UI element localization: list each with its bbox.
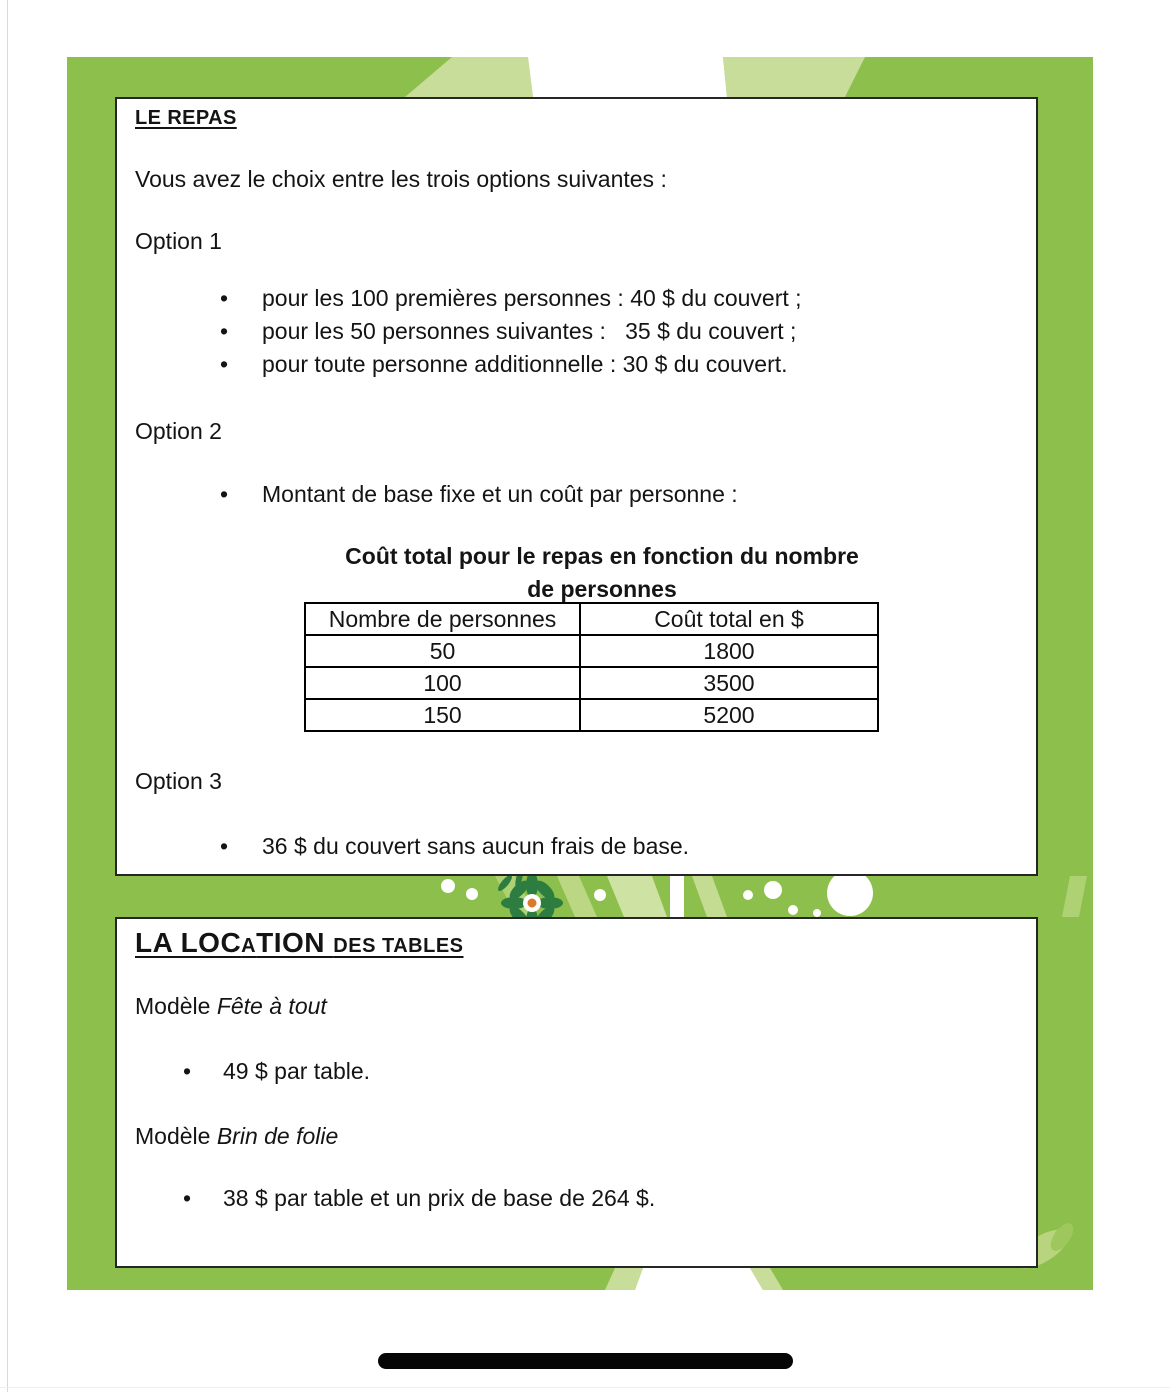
bullet-icon: • — [220, 285, 229, 311]
option1-bullet-3: pour toute personne additionnelle : 30 $ du couvert. — [262, 351, 788, 377]
model1-heading — [135, 992, 327, 1020]
list-item — [220, 832, 689, 860]
repas-intro: Vous avez le choix entre les trois options suivantes : — [135, 166, 667, 192]
table-cell: 3500 — [580, 667, 878, 699]
table-header-cell: Coût total en $ — [580, 603, 878, 635]
table-title-line1: Coût total pour le repas en fonction du nombre — [345, 543, 859, 569]
list-item — [183, 1184, 655, 1212]
location-title-part: DES TABLES — [333, 935, 464, 957]
location-panel — [115, 917, 1038, 1268]
bullet-icon: • — [220, 351, 229, 377]
location-title — [135, 927, 464, 959]
repas-panel — [115, 97, 1038, 876]
table-cell: 50 — [305, 635, 580, 667]
table-header-cell: Nombre de personnes — [305, 603, 580, 635]
model-prefix: Modèle — [135, 993, 217, 1019]
option2-bullet: Montant de base fixe et un coût par personne : — [262, 481, 738, 507]
location-title-part: LA LOC — [135, 927, 242, 958]
bullet-icon: • — [220, 318, 229, 344]
table-row — [305, 667, 878, 699]
table-cell: 150 — [305, 699, 580, 731]
table-row — [305, 635, 878, 667]
location-title-part: A — [241, 935, 257, 957]
table-cell: 5200 — [580, 699, 878, 731]
list-item — [183, 1057, 370, 1085]
list-item — [220, 284, 802, 312]
list-item — [220, 480, 738, 508]
option2-label: Option 2 — [135, 418, 222, 444]
table-title-line2: de personnes — [527, 576, 677, 602]
option1-label: Option 1 — [135, 228, 222, 254]
page-bottom-line — [0, 1387, 1170, 1388]
bullet-icon: • — [183, 1185, 192, 1211]
table-cell: 1800 — [580, 635, 878, 667]
bullet-icon: • — [183, 1058, 192, 1084]
model2-name: Brin de folie — [216, 1123, 339, 1149]
option1-bullet-2: pour les 50 personnes suivantes : 35 $ du couvert ; — [262, 318, 797, 344]
model2-heading — [135, 1122, 338, 1150]
page-edge-line — [7, 0, 8, 1392]
table-cell: 100 — [305, 667, 580, 699]
bottom-ray-decoration — [605, 1268, 783, 1290]
cost-table — [304, 602, 879, 732]
model1-name: Fête à tout — [216, 993, 327, 1019]
model-prefix: Modèle — [135, 1123, 217, 1149]
table-header-row — [305, 603, 878, 635]
model1-bullet: 49 $ par table. — [223, 1058, 371, 1084]
option3-label: Option 3 — [135, 768, 222, 794]
list-item — [220, 350, 788, 378]
repas-title: LE REPAS — [135, 107, 237, 129]
option3-bullet: 36 $ du couvert sans aucun frais de base. — [262, 833, 690, 859]
home-indicator[interactable] — [378, 1353, 793, 1369]
bullet-icon: • — [220, 481, 229, 507]
list-item — [220, 317, 796, 345]
model2-bullet: 38 $ par table et un prix de base de 264 $. — [223, 1185, 656, 1211]
option1-bullet-1: pour les 100 premières personnes : 40 $ du couvert ; — [262, 285, 802, 311]
location-title-part: TION — [256, 927, 334, 958]
table-row — [305, 699, 878, 731]
bullet-icon: • — [220, 833, 229, 859]
top-ray-decoration — [405, 57, 865, 97]
